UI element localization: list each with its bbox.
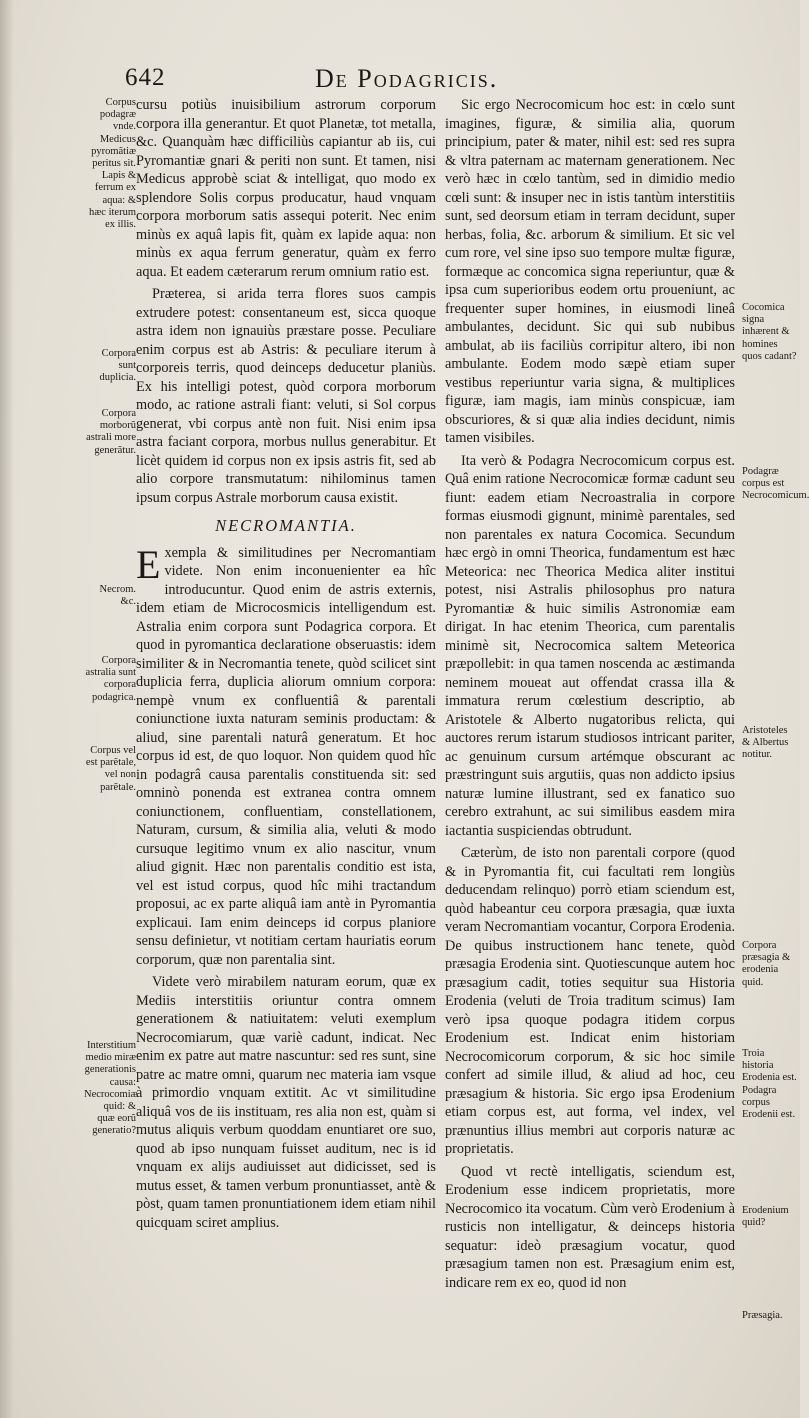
- margin-note-left: Necrom. &c.: [99, 584, 136, 608]
- margin-note-right: Corpora præsagia & erodenia quid.: [742, 940, 791, 988]
- margin-note-left: Interstitium medio miræ generationis causa: Necrocomiæ quid: & quæ eorũ generatio?: [84, 1040, 138, 1137]
- gutter-shadow: [0, 0, 14, 1418]
- running-title: De Podagricis.: [315, 64, 499, 93]
- margin-note-left: Corpora sunt duplicia.: [99, 348, 136, 384]
- margin-note-right: Cocomica signa inhærent & homines quos cadant?: [742, 302, 797, 362]
- margin-note-right: Præsagia.: [742, 1310, 783, 1321]
- drop-cap: E: [136, 541, 161, 587]
- margin-note-right: Erodenium quid?: [742, 1205, 789, 1229]
- paragraph: Præterea, si arida terra flores suos campis extrudere potest: consentaneum est, sicca quoque astra idem non ignauiùs præstare posse. Peculiare enim corpus est ab Astris: & peculiare iterum à corporeis terris, quod deinceps deducetur planiùs. Ex his intelligi potest, quòd corpora morborum modo, ac ratione astrali fiant: veluti, si Sol corpus generat, vbi corpus antè non fuit. Nisi enim ipsa astra faciant corpora, morbus nullus generabitur. Et licèt quidem id corpus non ex ipsis astris fit, sed ab alio corpore transmutatum: nihilominus tamen ipsum corpus Astrale morborum causa existit.: [136, 286, 436, 506]
- right-text-column: [445, 96, 735, 1292]
- paragraph: Cæterùm, de isto non parentali corpore (quod & in Pyromantia fit, cui facultati rem longiùs deducendam relinquo) porrò etiam sciendum est, quòd habeantur ceu corpora præsagia, quæ iuxta veram Necromantiam vocantur, Corpora Erodenia. De quibus instructionem hanc tenete, quòd præsagia Erodenia sint. Quotiescunque autem hoc præsagium cadit, toties sequitur sua Historia Erodenia (veluti de Troia traditum scimus) Iam verò ipsa quoque podagra itidem corpus Erodenium est. Indicat enim historiam Necrocomicorum corporum, & sic hoc simile confert ad simile illud, & aliud ad hoc, ceu præsagium & historia. Sic ergo ipsa Erodenium etiam corpus est, aut forma, vel index, vel prænuntius illius membri aut corporis naturæ ac proprietatis.: [445, 845, 736, 1157]
- paragraph: Sic ergo Necrocomicum hoc est: in cœlo sunt imagines, figuræ, & similia alia, quorum principium, pater & mater, nihil est: sed res supra & vltra paternam ac maternam generationem. Nec verò hæc in cœlo tantùm, sed in dimidio medio cœli sunt: & insuper nec in istis tantùm interstitiis sunt, sed deorsum etiam in terram decidunt, super herbas, folia, &c. arborum & similium. Et sic vel cum rore, vel sine ipso suo tempore multæ figuræ, formæque ac concomica signa reperiuntur, quæ & ipsa cum superioribus eodem ortu proueniunt, ac frequenter super homines, in eiusmodi lineâ ambulantes, decidunt. Sic qui sub nubibus ambulat, ab iis faciliùs corripitur altero, ibi non ambulante. Eodem modo sæpè etiam super vestibus reperiuntur varia signa, & multiplices figuræ, iam magis, iam minùs conspicuæ, iam obscuriores, & si quæ alia indies decidunt, nimis tamen visibiles.: [445, 97, 735, 446]
- paragraph: cursu potiùs inuisibilium astrorum corporum corpora illa generantur. Et quot Planetæ, tot metalla, &c. Quanquàm hæc difficiliùs capiantur ab iis, cui Pyromantiæ gnari & periti non sunt. Et tamen, nisi Medicus approbè sciat & intelligat, quo modo ex splendore Solis corpus producatur, haud vnquam corpora morborum satis assequi poterit. Nec enim minùs ex aquâ lapis fit, quàm ex lapide aqua: non minùs ex aqua ferrum generatur, quàm ex ferro aqua. Et eadem cæterarum rerum omnium ratio est.: [136, 97, 436, 280]
- paragraph-text: xempla & similitudines per Necromantiam videte. Non enim inconuenienter ea hîc introducuntur. Quod enim de astris externis, idem etiam de Microcosmicis intelligendum est. Astralia enim corpora sunt Podagrica corpora. Et quod in pyromantica declaratione obseruastis: idem similiter & in Necromantia tenete, quòd scilicet sint duplicia ferra, duplicia aliorum omnium corpora: nempè vnum ex confluentiâ & parentali coniunctione iuxta naturam seminis productam: & aliud, sine parentali naturâ generatum. Et hoc corpus id est, de quo loquor. Non quidem quod hîc in podagrâ causa parentalis constituenda sit: sed omninò ponenda est extranea contra omnem coniunctionem, confluentiam, constellationem, Naturam, cursum, & similia alia, veluti & modo cursuque legitimo vnum ex alio nascitur, vnum aliud gignit. Hæc non parentalis conditio est ista, vel est istud corpus, quod hîc mihi tractandum proposui, ac ex parte aliquâ iam antè in Pyromantia explicaui. Iam enim deinceps id corpus planiore sensu definietur, vt notitiam certam hauriatis eorum corporum, quæ non parentalia sint.: [136, 544, 436, 968]
- paragraph: Videte verò mirabilem naturam eorum, quæ ex Mediis interstitiis oriuntur contra omnem generationem & natiuitatem: veluti exemplum Necrocomiarum, quæ variè cadunt, indicat. Nec enim ex patre aut matre nascuntur: sed res sunt, sine patre ac matre omni, quarum nec materia iam vsque à primordio vnquam extitit. Ac vt similitudine aliquâ vos de iis instituam, res alia non est, quàm si mutus aliquis verbum quoddam enuntiaret ore suo, quod ab ipso nunquam fuisset auditum, nec is id vnquam ex alijs audiuisset aut didicisset, sed is mutus esset, & tamen verbum pronuntiasset, antè & pòst, quam tamen pronuntiationem idem etiam nihil quicquam sciret amplius.: [136, 974, 436, 1231]
- paragraph: Ita verò & Podagra Necrocomicum corpus est. Quâ enim ratione Necrocomicæ formæ cadunt seu fiunt: eadem etiam Necroastralia in corpore formas eiusmodi gignunt, minimè parentales, sed non parentales ex natura Cocomica. Secundum hæc ergò in omni Theorica, fundamentum est hæc Meteorica: nec Theorica Medica aliter institui potest, nisi Astralis philosophus pro natura Pyromantiæ & huic similis Astronomiæ eam dirigat. In hac etenim Theorica, cum parentalis minimè sit, Necrocomica saltem Meteorica præpollebit: in qua tamen noscenda ac æstimanda neminem moueat aut offendat crassa illa & immatura rerum cœlestium descriptio, ab Aristotele & Alberto nugatoribus relicta, qui auctores rerum istarum studiosos intricant pariter, ac genuinum cursum artémque obscurant ac præstringunt suis argutiis, quas non addicto ipsius naturæ lumine illustrant, sed ex fanatico suo cerebro extrahunt, ac sui similibus easdem mira iactantia suspiciendas obtrudunt.: [445, 452, 735, 839]
- paragraph: [136, 541, 436, 970]
- section-heading: NECROMANTIA.: [215, 516, 357, 535]
- paragraph: Quod vt rectè intelligatis, sciendum est, Erodenium esse indicem proprietatis, more Necrocomico ita vocatum. Cùm verò Erodenium à rusticis non intelligatur, & deinceps historia sequatur: ideò præsagium vocatur, quod præsagium tamen non est. Præsagium enim est, indicare rem ex eo, quod id non: [445, 1163, 735, 1291]
- margin-note-left: Corpus podagræ vnde. Medicus pyromãtiæ peritus sit. Lapis & ferrum ex aqua: & hæc iterum ex illis.: [89, 97, 136, 231]
- margin-note-right: Troia historia Erodenia est. Podagra corpus Erodenii est.: [742, 1048, 797, 1121]
- left-text-column: [136, 96, 436, 1232]
- page-header: [125, 64, 745, 96]
- margin-note-right: Aristoteles & Albertus notitur.: [742, 725, 789, 761]
- margin-note-left: Corpus vel est parẽtale, vel non parẽtale.: [85, 745, 136, 793]
- margin-note-left: Corpora morborũ astrali more generãtur.: [86, 408, 136, 456]
- margin-note-right: Podagræ corpus est Necrocomicum.: [742, 466, 809, 502]
- margin-note-left: Corpora astralia sunt corpora podagrica.: [85, 655, 136, 703]
- page-number: 642: [125, 64, 166, 91]
